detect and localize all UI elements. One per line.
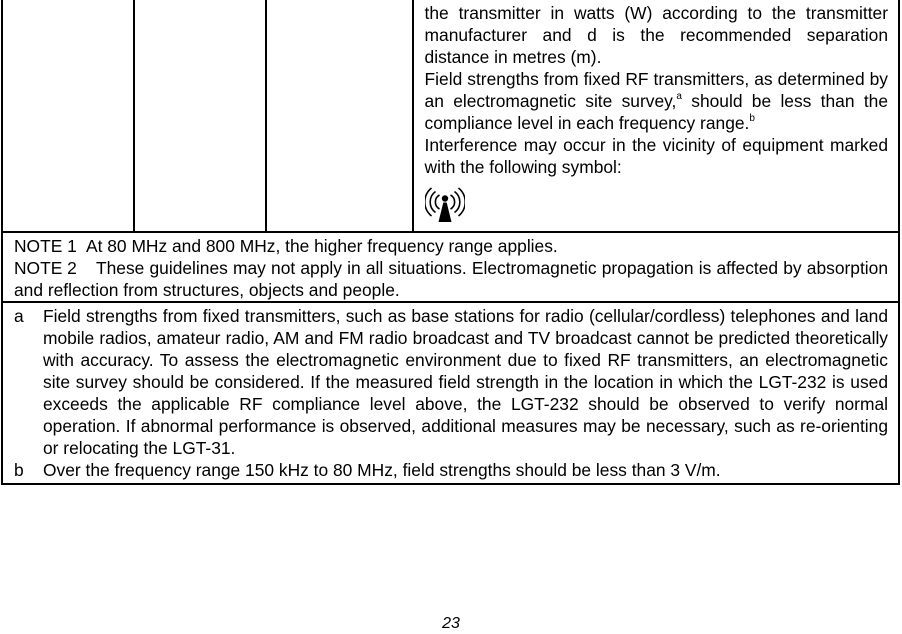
- guidance-interference: Interference may occur in the vicinity of equipment marked with the following symbol:: [424, 135, 888, 177]
- guidance-field-strengths: [425, 68, 888, 134]
- note-1-label: NOTE 1: [14, 236, 77, 256]
- compliance-text: should be less than the compliance level in each frequency range.: [424, 91, 888, 133]
- notes-block: [3, 233, 898, 301]
- footnote-a-mark: a: [14, 306, 24, 326]
- emc-immunity-table: [1, 0, 900, 485]
- note-2-text: These guidelines may not apply in all situations. Electromagnetic propagation is affected by absorption and reflection from structures, objects and people.: [14, 258, 888, 300]
- field-strengths-text: Field strengths from fixed RF transmitters, as determined by an electromagnetic site survey,: [424, 69, 888, 111]
- guidance-text: [414, 0, 898, 224]
- footnote-a: [14, 305, 888, 459]
- footnotes-block: [3, 303, 898, 483]
- footnote-b-mark: b: [14, 460, 24, 480]
- footnote-ref-a: a: [676, 91, 682, 102]
- table-row: [2, 0, 899, 232]
- footnote-b-text: Over the frequency range 150 kHz to 80 MHz, field strengths should be less than 3 V/m.: [43, 460, 721, 480]
- table-cell-footnotes: [2, 302, 899, 484]
- footnote-ref-b: b: [749, 113, 755, 124]
- note-1-text: At 80 MHz and 800 MHz, the higher frequency range applies.: [86, 236, 558, 256]
- note-2-label: NOTE 2: [14, 258, 77, 278]
- table-cell-empty-2: [134, 0, 265, 232]
- non-ionizing-radiation-icon: [425, 184, 465, 224]
- page-number: 23: [442, 615, 460, 632]
- guidance-continuation: the transmitter in watts (W) according to the transmitter manufacturer and d is the recommended separation distance in metres (m).: [424, 3, 888, 67]
- table-row: [2, 302, 899, 484]
- table-cell-empty-1: [2, 0, 134, 232]
- table-cell-notes: [2, 232, 899, 302]
- note-2: [14, 257, 888, 301]
- table-cell-guidance: [413, 0, 899, 232]
- footnote-a-text: Field strengths from fixed transmitters, such as base stations for radio (cellular/cordless) telephones and land mobile radios, amateur radio, AM and FM radio broadcast and TV broadcast cannot be predicted theoretically with accuracy. To assess the electromagnetic environment due to fixed RF transmitters, an electromagnetic site survey should be considered. If the measured field strength in the location in which the LGT-232 is used exceeds the applicable RF compliance level above, the LGT-232 should be observed to verify normal operation. If abnormal performance is observed, additional measures may be necessary, such as re-orienting or relocating the LGT-31.: [43, 306, 888, 458]
- note-1: [14, 235, 888, 257]
- footnote-b: [14, 459, 888, 481]
- table-cell-empty-3: [266, 0, 413, 232]
- table-row: [2, 232, 899, 302]
